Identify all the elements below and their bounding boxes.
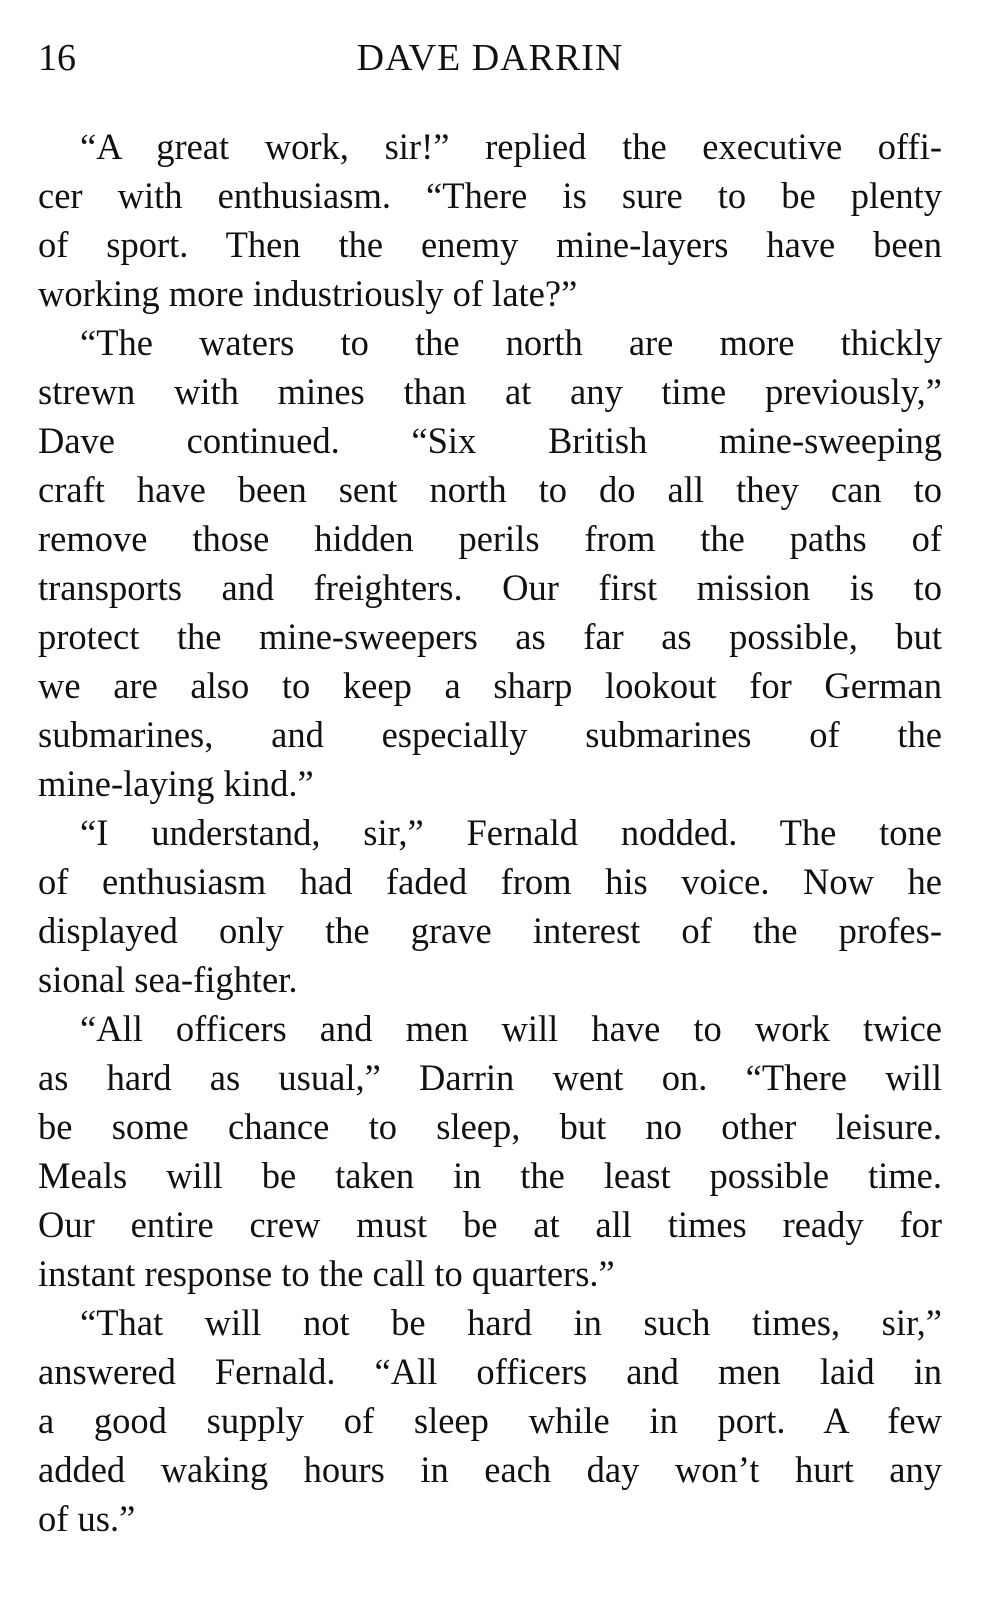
text-line: of us.” (38, 1498, 136, 1539)
text-line: of sport. Then the enemy mine-layers have been (38, 224, 942, 265)
text-line: answered Fernald. “All officers and men laid in (38, 1351, 942, 1392)
paragraph (38, 318, 942, 808)
text-line: remove those hidden perils from the paths of (38, 518, 942, 559)
text-line: “The waters to the north are more thickly (80, 322, 942, 363)
text-line: Our entire crew must be at all times ready for (38, 1204, 942, 1245)
text-line: of enthusiasm had faded from his voice. Now he (38, 861, 942, 902)
running-title: DAVE DARRIN (356, 37, 624, 79)
text-line: instant response to the call to quarters.” (38, 1253, 615, 1294)
text-line: “A great work, sir!” replied the executive offi- (80, 126, 942, 167)
text-line: be some chance to sleep, but no other leisure. (38, 1106, 942, 1147)
text-line: submarines, and especially submarines of the (38, 714, 942, 755)
text-line: a good supply of sleep while in port. A few (38, 1400, 942, 1441)
paragraph (38, 1298, 942, 1543)
text-line: sional sea-fighter. (38, 959, 298, 1000)
paragraph (38, 122, 942, 318)
text-line: Dave continued. “Six British mine-sweeping (38, 420, 942, 461)
text-line: cer with enthusiasm. “There is sure to be plenty (38, 175, 942, 216)
text-line: displayed only the grave interest of the profes- (38, 910, 942, 951)
book-page (38, 28, 942, 1543)
text-line: craft have been sent north to do all they can to (38, 469, 942, 510)
body-text (38, 122, 942, 1543)
paragraph (38, 808, 942, 1004)
text-line: “All officers and men will have to work twice (80, 1008, 942, 1049)
text-line: as hard as usual,” Darrin went on. “There will (38, 1057, 942, 1098)
text-line: mine-laying kind.” (38, 763, 314, 804)
text-line: Meals will be taken in the least possible time. (38, 1155, 942, 1196)
page-number: 16 (38, 37, 76, 79)
text-line: protect the mine-sweepers as far as possible, but (38, 616, 942, 657)
text-line: added waking hours in each day won’t hurt any (38, 1449, 942, 1490)
running-head (38, 28, 942, 88)
text-line: working more industriously of late?” (38, 273, 578, 314)
paragraph (38, 1004, 942, 1298)
text-line: transports and freighters. Our first mission is to (38, 567, 942, 608)
text-line: “That will not be hard in such times, sir,” (80, 1302, 942, 1343)
text-line: we are also to keep a sharp lookout for German (38, 665, 942, 706)
text-line: “I understand, sir,” Fernald nodded. The tone (80, 812, 942, 853)
text-line: strewn with mines than at any time previously,” (38, 371, 942, 412)
